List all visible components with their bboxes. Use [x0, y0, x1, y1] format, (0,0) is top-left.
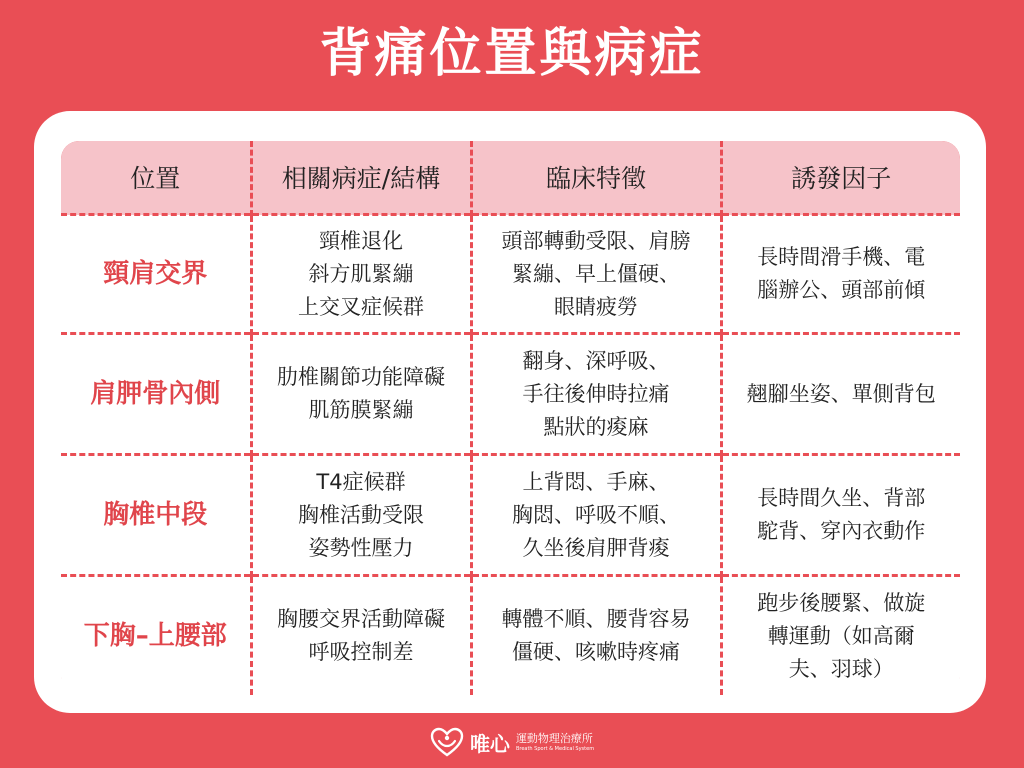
triggers-line: 跑步後腰緊、做旋 [757, 590, 926, 615]
header-conditions: 相關病症/結構 [251, 141, 471, 215]
features-cell [471, 334, 721, 455]
features-line: 眼睛疲勞 [554, 294, 638, 319]
page-title: 背痛位置與病症 [319, 24, 705, 84]
header-features: 臨床特徵 [471, 141, 721, 215]
features-line: 轉體不順、腰背容易 [501, 607, 691, 631]
features-cell [471, 576, 721, 696]
header-triggers: 誘發因子 [721, 141, 960, 215]
triggers-cell [721, 334, 960, 455]
footer-brand [0, 724, 1024, 760]
features-line: 上背悶、手麻、 [522, 469, 670, 494]
back-pain-table [61, 141, 960, 695]
conditions-cell [251, 576, 471, 696]
table-row [61, 334, 960, 455]
conditions-line: 呼吸控制差 [308, 640, 414, 664]
conditions-line: 姿勢性壓力 [308, 535, 414, 560]
location-cell: 頸肩交界 [61, 215, 251, 334]
triggers-line: 翹腳坐姿、單側背包 [746, 381, 936, 406]
brand-subtitle: 運動物理治療所 [515, 731, 593, 745]
table-header-row [61, 141, 960, 215]
table-row [61, 576, 960, 696]
location-cell: 下胸–上腰部 [61, 576, 251, 696]
features-cell [471, 455, 721, 576]
table-container [61, 141, 960, 693]
triggers-line: 長時間滑手機、電 [757, 245, 926, 269]
brand-english: Breath Sport & Medical System [515, 745, 595, 752]
triggers-cell [721, 455, 960, 576]
features-line: 僵硬、咳嗽時疼痛 [512, 640, 680, 664]
conditions-line: 胸椎活動受限 [298, 502, 424, 527]
conditions-line: 肌筋膜緊繃 [308, 398, 414, 422]
triggers-cell [721, 576, 960, 696]
table-row [61, 455, 960, 576]
triggers-line: 駝背、穿內衣動作 [757, 519, 926, 543]
features-line: 手往後伸時拉痛 [522, 381, 670, 406]
brand-subtitle-block [516, 732, 594, 753]
table-row [61, 215, 960, 334]
conditions-line: 上交叉症候群 [298, 294, 424, 319]
location-cell: 胸椎中段 [61, 455, 251, 576]
brand-name: 唯心 [469, 731, 510, 756]
location-cell: 肩胛骨內側 [61, 334, 251, 455]
conditions-cell [251, 215, 471, 334]
conditions-line: 肋椎關節功能障礙 [277, 365, 445, 389]
features-line: 點狀的痠麻 [543, 414, 649, 439]
triggers-cell [721, 215, 960, 334]
triggers-line: 腦辦公、頭部前傾 [757, 278, 926, 302]
conditions-cell [251, 334, 471, 455]
features-line: 翻身、深呼吸、 [522, 348, 670, 373]
conditions-line: T4症候群 [316, 469, 406, 494]
heart-hands-icon [430, 727, 464, 757]
features-line: 緊繃、早上僵硬、 [512, 261, 680, 286]
features-line: 頭部轉動受限、肩膀 [501, 228, 691, 253]
conditions-line: 斜方肌緊繃 [308, 261, 414, 286]
triggers-line: 長時間久坐、背部 [757, 486, 926, 510]
header-location: 位置 [61, 141, 251, 215]
features-line: 久坐後肩胛背痠 [522, 535, 670, 560]
features-line: 胸悶、呼吸不順、 [512, 502, 680, 527]
triggers-line: 轉運動（如高爾 [767, 623, 915, 648]
features-cell [471, 215, 721, 334]
conditions-cell [251, 455, 471, 576]
conditions-line: 頸椎退化 [319, 228, 403, 253]
triggers-line: 夫、羽球） [788, 656, 894, 681]
conditions-line: 胸腰交界活動障礙 [277, 607, 445, 631]
